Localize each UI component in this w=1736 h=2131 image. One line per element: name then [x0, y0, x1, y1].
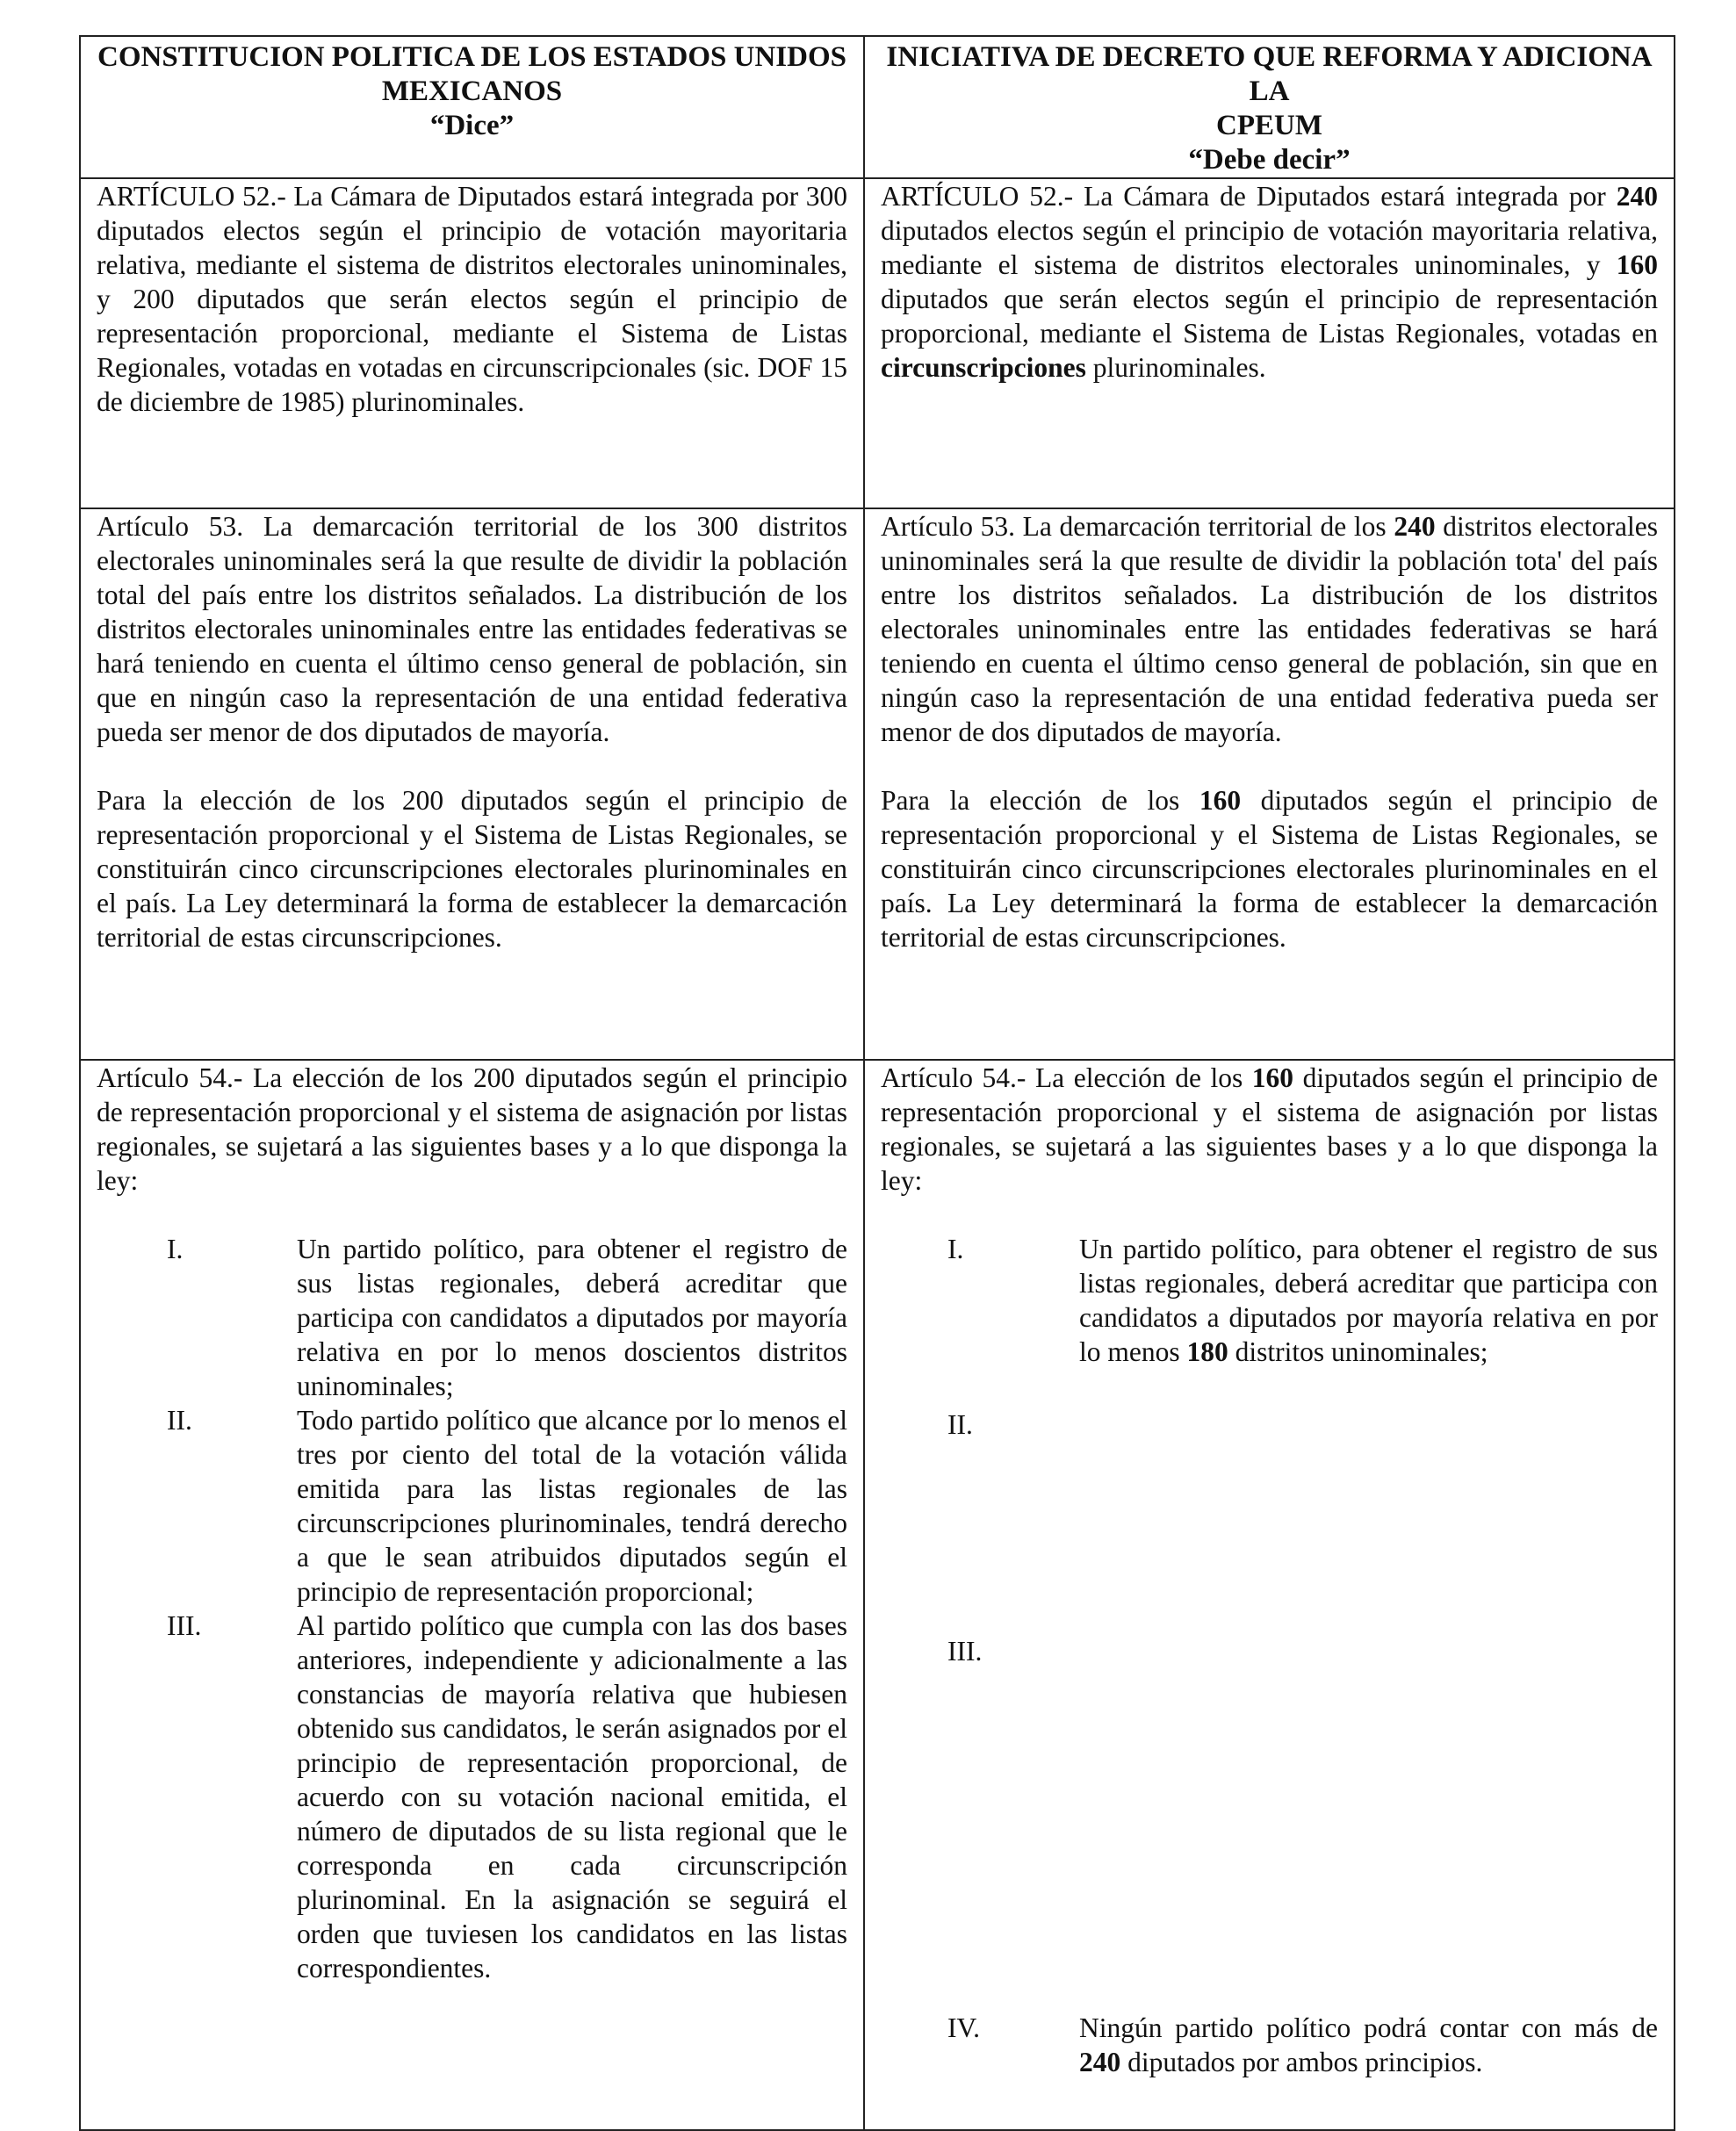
text-run: ARTÍCULO 52.- La Cámara de Diputados estará integrada por [881, 181, 1617, 212]
article-53-current-p1: Artículo 53. La demarcación territorial de los 300 distritos electorales uninominales será la que resulte de dividir la población total del país entre los distritos señalados. La distribución de los distritos electorales uninominales entre las entidades federativas se hará teniendo en cuenta el último censo general de población, sin que en ningún caso la representación de una entidad federativa pueda ser menor de dos diputados de mayoría. [97, 511, 847, 747]
text-run: diputados según el principio de representación proporcional y el sistema de asignación por listas regionales, se sujetará a las siguientes bases y a lo que disponga la ley: [881, 1062, 1658, 1196]
article-53-proposed-p2 [881, 783, 1658, 954]
bold-figure: 160 [1616, 249, 1658, 280]
fraction-text: Un partido político, para obtener el registro de sus listas regionales, deberá acreditar que participa con candidatos a diputados por mayoría relativa en por lo menos doscientos distritos uninominales; [297, 1234, 847, 1401]
fraction-text [1079, 2011, 1658, 2079]
header-right-line3: “Debe decir” [1188, 144, 1351, 176]
bold-figure: 160 [1199, 785, 1242, 816]
header-left-line1: CONSTITUCION POLITICA DE LOS ESTADOS UNIDOS [97, 41, 847, 73]
text-run: diputados electos según el principio de votación mayoritaria relativa, mediante el sistema de distritos electorales uninominales, y [881, 215, 1658, 280]
fraction-text [1079, 1232, 1658, 1369]
bold-figure: 160 [1251, 1062, 1294, 1093]
article-54-proposed-intro [881, 1061, 1658, 1198]
article-53-proposed [864, 508, 1675, 1060]
article-52-proposed-text [881, 179, 1658, 385]
fraction-item [881, 1232, 1658, 1369]
fraction-number: IV. [947, 2012, 981, 2043]
text-run: plurinominales. [1085, 352, 1266, 383]
fraction-item [881, 1407, 1658, 1442]
header-right [864, 36, 1675, 178]
fraction-number: III. [947, 1636, 983, 1667]
article-52-current [80, 178, 864, 508]
text-run: distritos uninominales; [1228, 1336, 1488, 1367]
header-right-line1: INICIATIVA DE DECRETO QUE REFORMA Y ADICIONA LA [886, 41, 1653, 107]
text-run: diputados según el principio de representación proporcional y el Sistema de Listas Regionales, se constituirán cinco circunscripciones electorales plurinominales en el país. La Ley determinará la forma de establecer la demarcación territorial de estas circunscripciones. [881, 785, 1658, 953]
article-54-row [80, 1060, 1675, 2130]
fraction-number: III. [167, 1610, 202, 1641]
fraction-number: I. [167, 1234, 184, 1264]
article-54-current [80, 1060, 864, 2130]
article-54-proposed [864, 1060, 1675, 2130]
article-52-row [80, 178, 1675, 508]
text-run: Un partido político, para obtener el registro de sus listas regionales, deberá acreditar que participa con candidatos a diputados por mayoría relativa en por lo menos [1079, 1234, 1658, 1367]
text-run: diputados por ambos principios. [1120, 2047, 1483, 2077]
fraction-item [881, 1634, 1658, 1668]
article-53-current-p2: Para la elección de los 200 diputados según el principio de representación proporcional y el Sistema de Listas Regionales, se constituirán cinco circunscripciones electorales plurinominales en el país. La Ley determinará la forma de establecer la demarcación territorial de estas circunscripciones. [97, 785, 847, 953]
bold-figure: 240 [1394, 511, 1436, 542]
bold-figure: 240 [1079, 2047, 1121, 2077]
fraction-item [97, 1232, 847, 1403]
header-left-line2: MEXICANOS [381, 76, 563, 107]
fraction-text: Todo partido político que alcance por lo menos el tres por ciento del total de la votación válida emitida para las listas regionales de las circunscripciones plurinominales, tendrá derecho a que le sean atribuidos diputados según el principio de representación proporcional; [297, 1405, 847, 1607]
fraction-text: Al partido político que cumpla con las dos bases anteriores, independiente y adicionalmente a las constancias de mayoría relativa que hubiesen obtenido sus candidatos, le serán asignados por el principio de representación proporcional, de acuerdo con su votación nacional emitida, el número de diputados de su lista regional que le corresponda en cada circunscripción plurinominal. En la asignación se seguirá el orden que tuviesen los candidatos en las listas correspondientes. [297, 1610, 847, 1983]
fraction-item [97, 1609, 847, 1985]
article-53-proposed-p1 [881, 509, 1658, 749]
bold-figure: 180 [1186, 1336, 1228, 1367]
text-run: diputados que serán electos según el principio de representación proporcional, mediante el Sistema de Listas Regionales, votadas en [881, 284, 1658, 349]
header-row [80, 36, 1675, 178]
article-53-current [80, 508, 864, 1060]
article-54-current-intro: Artículo 54.- La elección de los 200 diputados según el principio de representación proporcional y el sistema de asignación por listas regionales, se sujetará a las siguientes bases y a lo que disponga la ley: [97, 1062, 847, 1196]
article-53-row [80, 508, 1675, 1060]
text-run: Artículo 54.- La elección de los [881, 1062, 1252, 1093]
header-left [80, 36, 864, 178]
fraction-number: II. [167, 1405, 192, 1436]
text-run: distritos electorales uninominales será la que resulte de dividir la población tota' del país entre los distritos señalados. La distribución de los distritos electorales uninominales entre las entidades federativas se hará teniendo en cuenta el último censo general de población, sin que en ningún caso la representación de una entidad federativa pueda ser menor de dos diputados de mayoría. [881, 511, 1658, 747]
fraction-item [97, 1403, 847, 1609]
text-run: Artículo 53. La demarcación territorial de los [881, 511, 1394, 542]
fraction-number: I. [947, 1234, 964, 1264]
header-left-line3: “Dice” [429, 110, 515, 141]
comparison-table [79, 35, 1675, 2131]
fraction-item [881, 2011, 1658, 2079]
bold-figure: 240 [1616, 181, 1658, 212]
text-run: Para la elección de los [881, 785, 1199, 816]
fraction-number: II. [947, 1409, 973, 1440]
article-52-proposed [864, 178, 1675, 508]
bold-term: circunscripciones [881, 352, 1086, 383]
article-52-current-text: ARTÍCULO 52.- La Cámara de Diputados estará integrada por 300 diputados electos según el principio de votación mayoritaria relativa, mediante el sistema de distritos electorales uninominales, y 200 diputados que serán electos según el principio de representación proporcional, mediante el Sistema de Listas Regionales, votadas en votadas en circunscripcionales (sic. DOF 15 de diciembre de 1985) plurinominales. [97, 181, 847, 417]
header-right-line2: CPEUM [1216, 110, 1322, 141]
text-run: Ningún partido político podrá contar con más de [1079, 2012, 1658, 2043]
